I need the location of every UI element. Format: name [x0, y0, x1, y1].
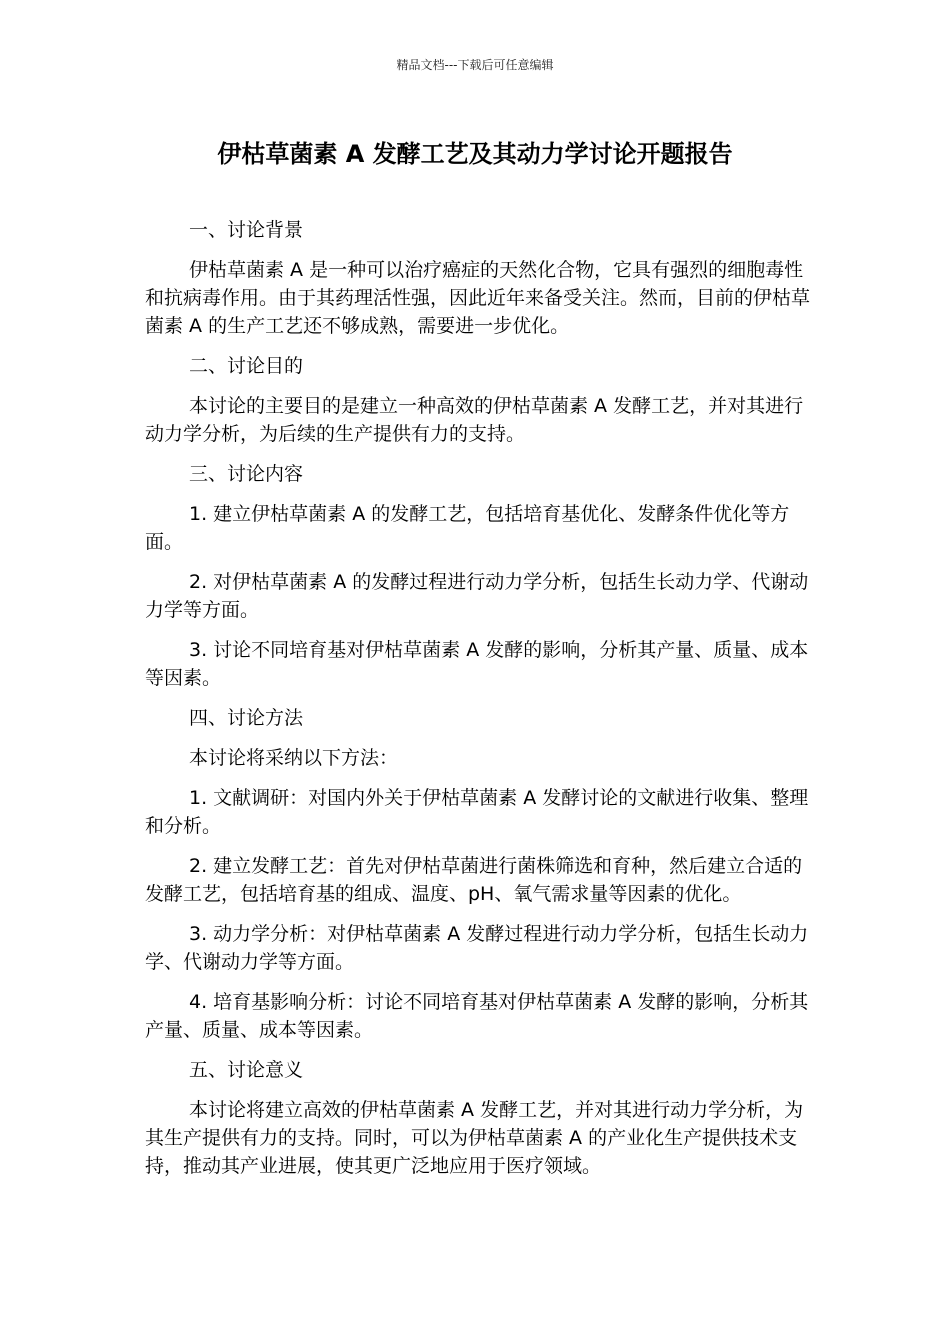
paragraph-background: 伊枯草菌素 A 是一种可以治疗癌症的天然化合物，它具有强烈的细胞毒性和抗病毒作用。由于其药理活性强，因此近年来备受关注。然而，目前的伊枯草菌素 A 的生产工艺还不够成熟，需要进一步优化。 [145, 259, 811, 337]
list-item-content-2: 2. 对伊枯草菌素 A 的发酵过程进行动力学分析，包括生长动力学、代谢动力学等方面。 [145, 571, 809, 621]
section-heading-significance: 五、讨论意义 [189, 1059, 304, 1081]
section-heading-content: 三、讨论内容 [189, 463, 304, 485]
document-title: 伊枯草菌素 A 发酵工艺及其动力学讨论开题报告 [217, 140, 733, 168]
section-heading-purpose: 二、讨论目的 [189, 355, 304, 377]
paragraph-methods-intro: 本讨论将采纳以下方法： [189, 747, 399, 769]
section-heading-methods: 四、讨论方法 [189, 707, 304, 729]
document-body [145, 216, 813, 1192]
list-item-content-1: 1. 建立伊枯草菌素 A 的发酵工艺，包括培育基优化、发酵条件优化等方面。 [145, 503, 790, 553]
list-item-method-2: 2. 建立发酵工艺：首先对伊枯草菌进行菌株筛选和育种，然后建立合适的发酵工艺，包括培育基的组成、温度、pH、氧气需求量等因素的优化。 [145, 855, 803, 905]
list-item-content-3: 3. 讨论不同培育基对伊枯草菌素 A 发酵的影响，分析其产量、质量、成本等因素。 [145, 639, 809, 689]
page-header: 精品文档---下载后可任意编辑 [396, 58, 554, 72]
list-item-method-3: 3. 动力学分析：对伊枯草菌素 A 发酵过程进行动力学分析，包括生长动力学、代谢动力学等方面。 [145, 923, 809, 973]
list-item-method-1: 1. 文献调研：对国内外关于伊枯草菌素 A 发酵讨论的文献进行收集、整理和分析。 [145, 787, 809, 837]
section-heading-background: 一、讨论背景 [189, 219, 304, 241]
paragraph-purpose: 本讨论的主要目的是建立一种高效的伊枯草菌素 A 发酵工艺，并对其进行动力学分析，为后续的生产提供有力的支持。 [145, 395, 804, 445]
paragraph-significance: 本讨论将建立高效的伊枯草菌素 A 发酵工艺，并对其进行动力学分析，为其生产提供有力的支持。同时，可以为伊枯草菌素 A 的产业化生产提供技术支持，推动其产业进展，使其更广泛地应用于医疗领域。 [145, 1099, 804, 1177]
list-item-method-4: 4. 培育基影响分析：讨论不同培育基对伊枯草菌素 A 发酵的影响，分析其产量、质量、成本等因素。 [145, 991, 809, 1041]
